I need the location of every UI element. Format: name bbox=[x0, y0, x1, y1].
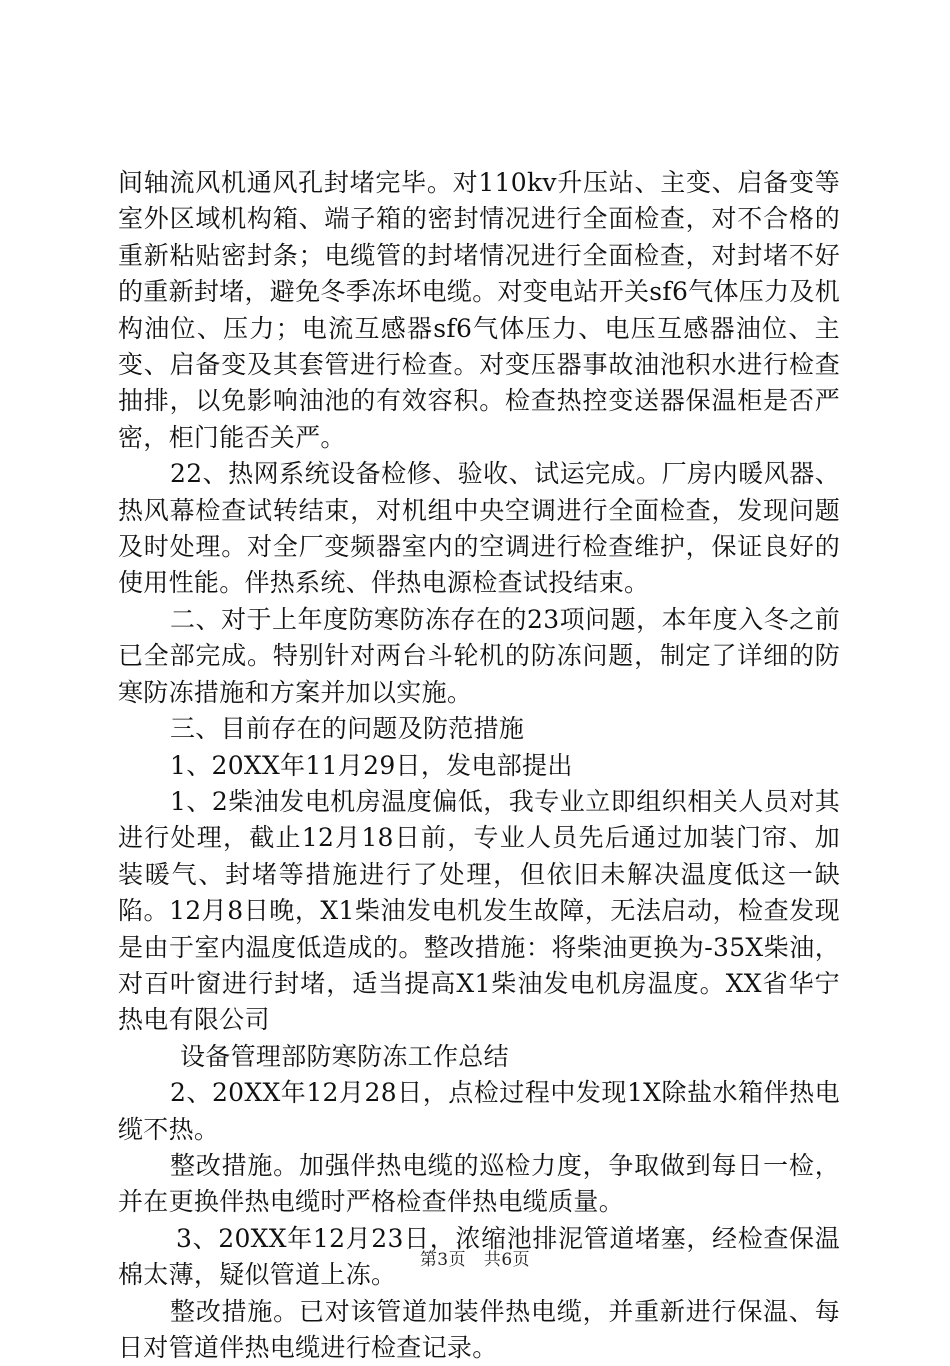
paragraph-issue-2-fix: 整改措施。加强伴热电缆的巡检力度，争取做到每日一检，并在更换伴热电缆时严格检查伴热电缆质量。 bbox=[118, 1150, 840, 1217]
footer-spacer bbox=[472, 1250, 478, 1270]
paragraph-issue-3: 3、20XX年12月23日，浓缩池排泥管道堵塞，经检查保温棉太薄，疑似管道上冻。 bbox=[118, 1223, 840, 1290]
page-number: 第3页 bbox=[419, 1250, 467, 1270]
paragraph-continuation: 间轴流风机通风孔封堵完毕。对110kv升压站、主变、启备变等室外区域机构箱、端子箱的密封情况进行全面检查，对不合格的重新粘贴密封条；电缆管的封堵情况进行全面检查，对封堵不好的重新封堵，避免冬季冻坏电缆。对变电站开关sf6气体压力及机构油位、压力；电流互感器sf6气体压力、电压互感器油位、主变、启备变及其套管进行检查。对变压器事故油池积水进行检查抽排，以免影响油池的有效容积。检查热控变送器保温柜是否严密，柜门能否关严。 bbox=[118, 168, 840, 452]
paragraph-issue-1-detail: 1、2柴油发电机房温度偏低，我专业立即组织相关人员对其进行处理，截止12月18日前，专业人员先后通过加装门帘、加装暖气、封堵等措施进行了处理，但依旧未解决温度低这一缺陷。12月8日晚，X1柴油发电机发生故障，无法启动，检查发现是由于室内温度低造成的。整改措施：将柴油更换为-35X柴油，对百叶窗进行封堵，适当提高X1柴油发电机房温度。XX省华宁热电有限公司 bbox=[118, 786, 840, 1035]
paragraph-issue-3-fix: 整改措施。已对该管道加装伴热电缆，并重新进行保温、每日对管道伴热电缆进行检查记录。 bbox=[118, 1296, 840, 1362]
document-body bbox=[118, 165, 840, 1366]
paragraph-section-2: 二、对于上年度防寒防冻存在的23项问题，本年度入冬之前已全部完成。特别针对两台斗轮机的防冻问题，制定了详细的防寒防冻措施和方案并加以实施。 bbox=[118, 604, 840, 707]
page-footer bbox=[0, 1245, 950, 1270]
paragraph-issue-2: 2、20XX年12月28日，点检过程中发现1X除盐水箱伴热电缆不热。 bbox=[118, 1078, 840, 1144]
document-subtitle: 设备管理部防寒防冻工作总结 bbox=[180, 1041, 509, 1071]
paragraph-item-22: 22、热网系统设备检修、验收、试运完成。厂房内暖风器、热风幕检查试转结束，对机组中央空调进行全面检查，发现问题及时处理。对全厂变频器室内的空调进行检查维护，保证良好的使用性能。伴热系统、伴热电源检查试投结束。 bbox=[118, 459, 840, 598]
paragraph-issue-1: 1、20XX年11月29日，发电部提出 bbox=[170, 750, 573, 780]
page-total: 共6页 bbox=[483, 1250, 531, 1270]
section-heading-3: 三、目前存在的问题及防范措施 bbox=[170, 714, 525, 744]
